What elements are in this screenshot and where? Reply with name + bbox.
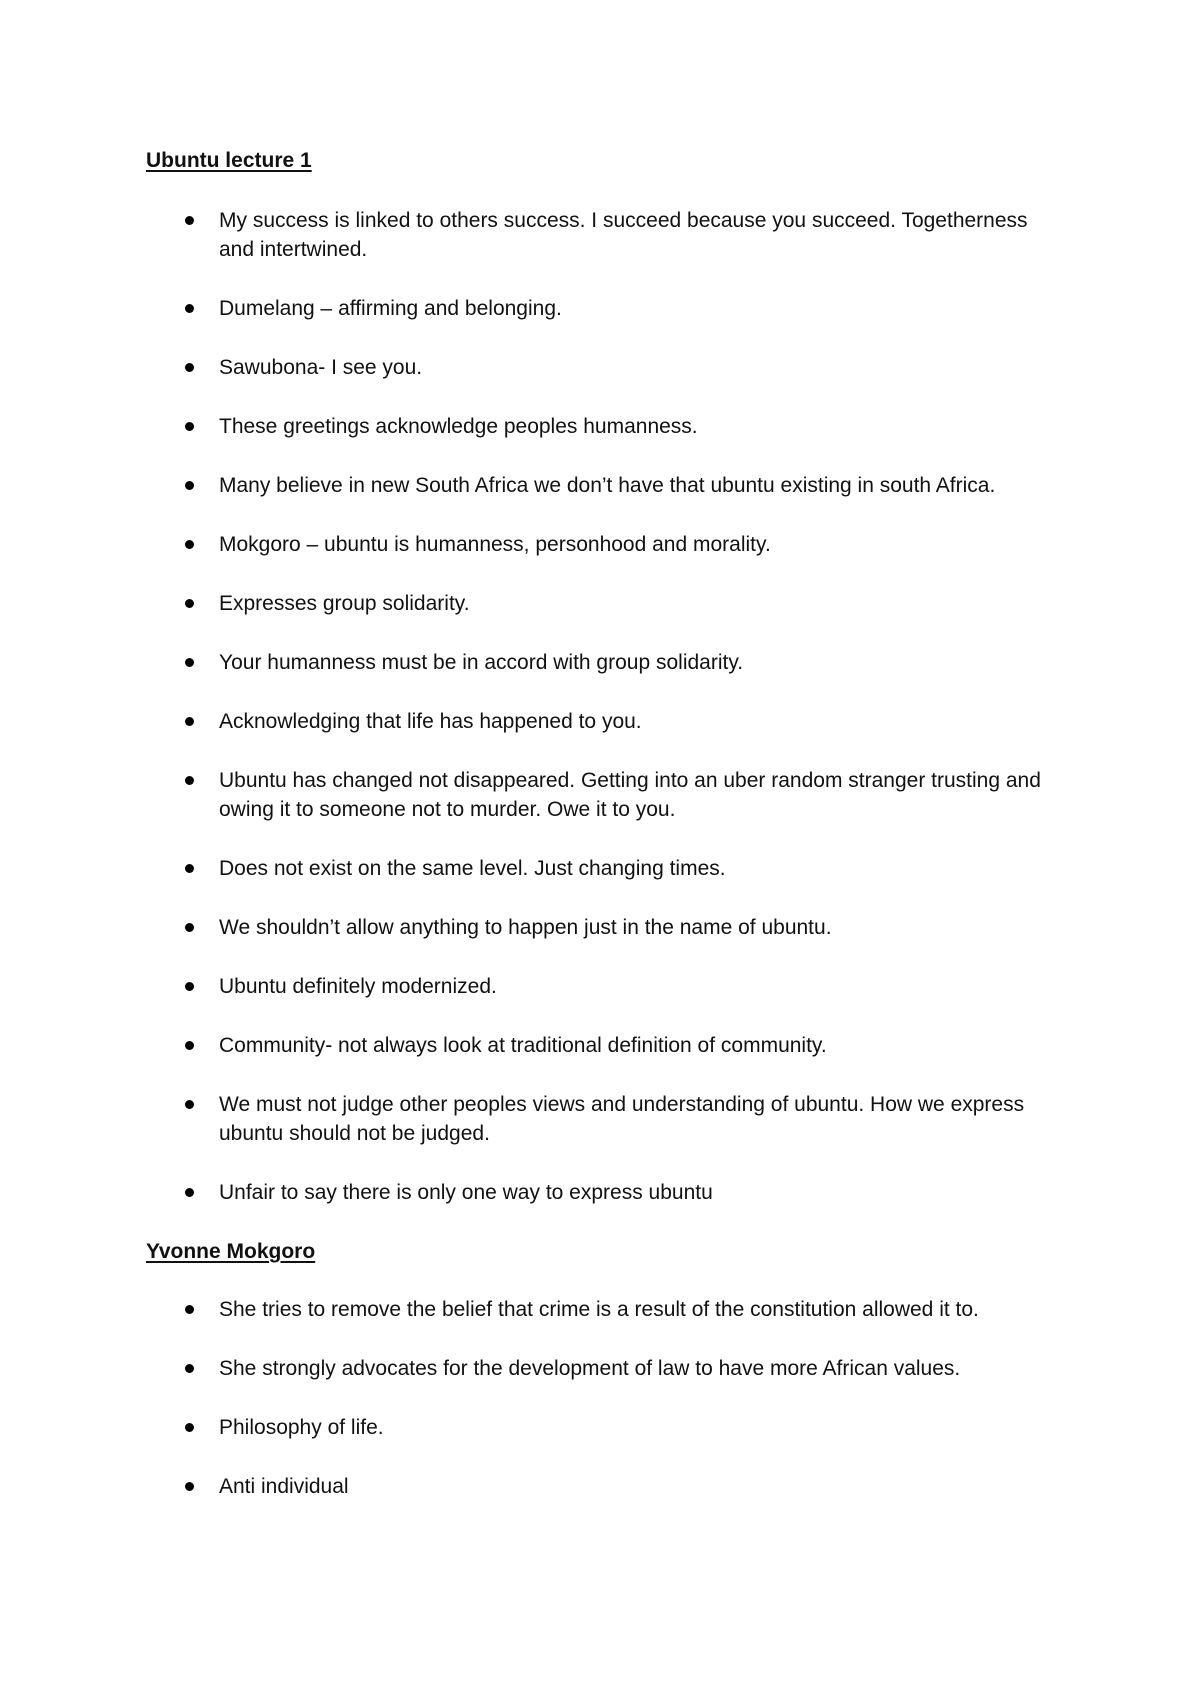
bullet-icon <box>185 1364 194 1373</box>
list-item-text: We must not judge other peoples views and understanding of ubuntu. How we express ubuntu should not be judged. <box>219 1093 1025 1145</box>
list-item-text: She tries to remove the belief that crime is a result of the constitution allowed it to. <box>219 1298 979 1321</box>
bullet-icon <box>185 540 194 549</box>
list-item <box>146 530 1066 559</box>
document-body <box>146 146 1066 1501</box>
bullet-list <box>146 1295 1066 1501</box>
list-item <box>146 1295 1066 1324</box>
list-item <box>146 1090 1066 1148</box>
bullet-icon <box>185 216 194 225</box>
bullet-icon <box>185 1423 194 1432</box>
section-heading: Ubuntu lecture 1 <box>146 149 312 172</box>
list-item <box>146 294 1066 323</box>
bullet-icon <box>185 1100 194 1109</box>
bullet-icon <box>185 1188 194 1197</box>
list-item-text: These greetings acknowledge peoples humanness. <box>219 415 698 438</box>
bullet-icon <box>185 304 194 313</box>
list-item <box>146 1354 1066 1383</box>
list-item <box>146 206 1066 264</box>
list-item <box>146 766 1066 824</box>
bullet-list <box>146 206 1066 1207</box>
list-item-text: Sawubona- I see you. <box>219 356 423 379</box>
list-item <box>146 412 1066 441</box>
bullet-icon <box>185 776 194 785</box>
list-item-text: Expresses group solidarity. <box>219 592 470 615</box>
list-item <box>146 1178 1066 1207</box>
bullet-icon <box>185 422 194 431</box>
list-item <box>146 854 1066 883</box>
bullet-icon <box>185 481 194 490</box>
section-yvonne-mokgoro <box>146 1237 1066 1501</box>
list-item-text: Ubuntu definitely modernized. <box>219 975 497 998</box>
bullet-icon <box>185 1305 194 1314</box>
bullet-icon <box>185 599 194 608</box>
list-item <box>146 589 1066 618</box>
list-item-text: She strongly advocates for the development of law to have more African values. <box>219 1357 961 1380</box>
list-item-text: Mokgoro – ubuntu is humanness, personhood and morality. <box>219 533 771 556</box>
bullet-icon <box>185 923 194 932</box>
bullet-icon <box>185 982 194 991</box>
list-item-text: Community- not always look at traditional definition of community. <box>219 1034 827 1057</box>
list-item-text: My success is linked to others success. I succeed because you succeed. Togetherness and intertwined. <box>219 209 1028 261</box>
list-item <box>146 471 1066 500</box>
bullet-icon <box>185 717 194 726</box>
bullet-icon <box>185 658 194 667</box>
list-item-text: Ubuntu has changed not disappeared. Getting into an uber random stranger trusting and owing it to someone not to murder. Owe it to you. <box>219 769 1041 821</box>
list-item-text: Anti individual <box>219 1475 349 1498</box>
list-item <box>146 1031 1066 1060</box>
list-item <box>146 707 1066 736</box>
list-item-text: Unfair to say there is only one way to express ubuntu <box>219 1181 713 1204</box>
section-ubuntu-lecture <box>146 146 1066 1207</box>
list-item <box>146 1413 1066 1442</box>
list-item <box>146 1472 1066 1501</box>
bullet-icon <box>185 363 194 372</box>
list-item <box>146 353 1066 382</box>
list-item <box>146 648 1066 677</box>
list-item-text: Dumelang – affirming and belonging. <box>219 297 562 320</box>
list-item-text: Your humanness must be in accord with group solidarity. <box>219 651 744 674</box>
list-item-text: Acknowledging that life has happened to you. <box>219 710 642 733</box>
bullet-icon <box>185 1482 194 1491</box>
list-item-text: Many believe in new South Africa we don’t have that ubuntu existing in south Africa. <box>219 474 996 497</box>
list-item-text: Philosophy of life. <box>219 1416 384 1439</box>
list-item <box>146 972 1066 1001</box>
bullet-icon <box>185 1041 194 1050</box>
list-item-text: Does not exist on the same level. Just changing times. <box>219 857 726 880</box>
list-item <box>146 913 1066 942</box>
section-heading: Yvonne Mokgoro <box>146 1240 316 1263</box>
bullet-icon <box>185 864 194 873</box>
list-item-text: We shouldn’t allow anything to happen just in the name of ubuntu. <box>219 916 832 939</box>
